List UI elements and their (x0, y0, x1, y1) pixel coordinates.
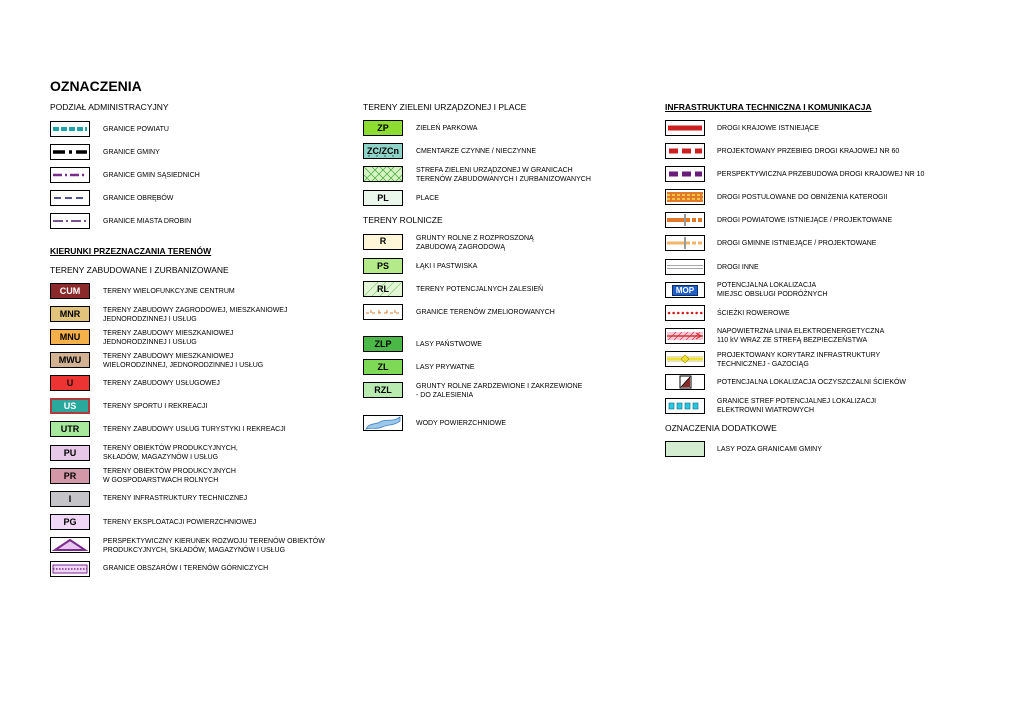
legend-label: GRANICE STREF POTENCJALNEJ LOKALIZACJI ELEKTROWNI WIATROWYCH (717, 398, 877, 414)
projected-national-road-swatch (665, 143, 705, 159)
pr-swatch: PR (50, 468, 90, 484)
green-zone-swatch (363, 166, 403, 182)
teal-dash-line-icon (51, 122, 89, 136)
r-swatch: R (363, 234, 403, 250)
mnu-swatch: MNU (50, 329, 90, 345)
legend-label: DROGI POSTULOWANE DO OBNIŻENIA KATEROGII (717, 194, 888, 201)
legend-label: TERENY ZABUDOWY MIESZKANIOWEJ JEDNORODZINNEJ I USŁUG (103, 330, 234, 346)
legend-label: TERENY ZABUDOWY USŁUGOWEJ (103, 380, 220, 387)
red-dotted-line-icon (666, 306, 704, 320)
sewage-plant-icon (666, 375, 704, 389)
legend-label: PROJEKTOWANY PRZEBIEG DROGI KRAJOWEJ NR 60 (717, 148, 900, 155)
obreb-boundary-swatch (50, 190, 90, 206)
legend-label: LASY PAŃSTWOWE (416, 341, 482, 348)
section-header-zielen: TERENY ZIELENI URZĄDZONEJ I PLACE (363, 102, 527, 112)
legend-label: TERENY WIELOFUNKCYJNE CENTRUM (103, 288, 235, 295)
rl-code: RL (377, 284, 389, 294)
pl-swatch: PL (363, 190, 403, 206)
legend-label: PERSPEKTYWICZNY KIERUNEK ROZWOJU TERENÓW OBIEKTÓW PRODUKCYJNYCH, SKŁADÓW, MAGAZYNÓW I USŁUG (103, 538, 325, 554)
legend-label: ZIELEŃ PARKOWA (416, 125, 478, 132)
purple-thick-dash-line-icon (666, 167, 704, 181)
legend-label: TERENY ZABUDOWY USŁUG TURYSTYKI I REKREACJI (103, 426, 286, 433)
pu-swatch: PU (50, 445, 90, 461)
downgraded-road-swatch (665, 189, 705, 205)
light-orange-road-line-icon (666, 236, 704, 250)
legend-label: TERENY INFRASTRUKTURY TECHNICZNEJ (103, 495, 248, 502)
section-header-infrastruktura: INFRASTRUKTURA TECHNICZNA I KOMUNIKACJA (665, 102, 872, 112)
page-title: OZNACZENIA (50, 78, 142, 94)
power-line-swatch (665, 328, 705, 344)
legend-label: GRUNTY ROLNE ZARDZEWIONE I ZAKRZEWIONE - DO ZALESIENIA (416, 383, 583, 399)
us-swatch: US (50, 398, 90, 414)
neighbour-gmina-boundary-swatch (50, 167, 90, 183)
cum-swatch: CUM (50, 283, 90, 299)
melioration-boundary-swatch (363, 304, 403, 320)
legend-label: STREFA ZIELENI URZĄDZONEJ W GRANICACH TERENÓW ZABUDOWANYCH I ZURBANIZOWANYCH (416, 167, 591, 183)
purple-dash-dot-line-icon (51, 168, 89, 182)
city-boundary-swatch (50, 213, 90, 229)
legend-label: LASY PRYWATNE (416, 364, 475, 371)
section-header-dodatkowe: OZNACZENIA DODATKOWE (665, 423, 777, 433)
green-crosshatch-icon (364, 167, 402, 181)
wind-farm-boundary-swatch (665, 398, 705, 414)
purple-triangle-icon (51, 538, 89, 552)
ps-swatch: PS (363, 258, 403, 274)
legend-label: GRANICE OBRĘBÓW (103, 195, 174, 202)
legend-label: CMENTARZE CZYNNE / NIECZYNNE (416, 148, 537, 155)
zp-swatch: ZP (363, 120, 403, 136)
red-yellow-double-line-icon (666, 190, 704, 204)
sewage-plant-swatch (665, 374, 705, 390)
legend-label: DROGI GMINNE ISTNIEJĄCE / PROJEKTOWANE (717, 240, 877, 247)
legend-label: NAPOWIETRZNA LINIA ELEKTROENERGETYCZNA 110 kV WRAZ ZE STREFĄ BEZPIECZEŃSTWA (717, 328, 885, 344)
pg-swatch: PG (50, 514, 90, 530)
bike-path-swatch (665, 305, 705, 321)
section-header-admin: PODZIAŁ ADMINISTRACYJNY (50, 102, 169, 112)
section-header-kierunki: KIERUNKI PRZEZNACZANIA TERENÓW (50, 246, 212, 256)
mop-badge: MOP (672, 285, 698, 296)
development-direction-swatch (50, 537, 90, 553)
legend-label: LASY POZA GRANICAMI GMINY (717, 446, 822, 453)
gas-corridor-swatch (665, 351, 705, 367)
i-swatch: I (50, 491, 90, 507)
orange-road-line-icon (666, 213, 704, 227)
legend-label: DROGI KRAJOWE ISTNIEJĄCE (717, 125, 819, 132)
legend-label: GRANICE TERENÓW ZMELIOROWANYCH (416, 309, 555, 316)
section-header-zabudowane: TERENY ZABUDOWANE I ZURBANIZOWANE (50, 265, 229, 275)
other-road-swatch (665, 259, 705, 275)
forest-outside-swatch (665, 441, 705, 457)
legend-label: GRANICE MIASTA DROBIN (103, 218, 192, 225)
mnr-swatch: MNR (50, 306, 90, 322)
cyan-square-chain-icon (666, 399, 704, 413)
red-dash-line-icon (666, 144, 704, 158)
municipal-road-swatch (665, 235, 705, 251)
rl-swatch (363, 281, 403, 297)
legend-label: POTENCJALNA LOKALIZACJA OCZYSZCZALNI ŚCIEKÓW (717, 379, 907, 386)
black-dash-dot-line-icon (51, 145, 89, 159)
mining-boundary-swatch (50, 561, 90, 577)
legend-label: GRANICE GMINY (103, 149, 160, 156)
navy-dash-line-icon (51, 191, 89, 205)
section-header-rolnicze: TERENY ROLNICZE (363, 215, 443, 225)
legend-label: DROGI INNE (717, 264, 759, 271)
legend-label: GRANICE GMIN SĄSIEDNICH (103, 172, 200, 179)
legend-label: DROGI POWIATOWE ISTNIEJĄCE / PROJEKTOWANE (717, 217, 893, 224)
district-road-swatch (665, 212, 705, 228)
purple-dotted-boundary-icon (51, 562, 89, 576)
red-thick-line-icon (666, 121, 704, 135)
legend-label: PERSPEKTYWICZNA PRZEBUDOWA DROGI KRAJOWEJ NR 10 (717, 171, 925, 178)
utr-swatch: UTR (50, 421, 90, 437)
powiat-boundary-swatch (50, 121, 90, 137)
u-swatch: U (50, 375, 90, 391)
legend-label: TERENY EKSPLOATACJI POWIERZCHNIOWEJ (103, 519, 257, 526)
legend-label: TERENY ZABUDOWY MIESZKANIOWEJ WIELORODZINNEJ, JEDNORODZINNEJ I USŁUG (103, 353, 264, 369)
zc-code: ZC/ZCn (367, 146, 399, 156)
legend-label: GRUNTY ROLNE Z ROZPROSZONĄ ZABUDOWĄ ZAGRODOWĄ (416, 235, 534, 251)
red-hatched-power-line-icon (666, 329, 704, 343)
legend-label: ŁĄKI I PASTWISKA (416, 263, 478, 270)
legend-label: TERENY OBIEKTÓW PRODUKCYJNYCH, SKŁADÓW, MAGAZYNÓW I USŁUG (103, 445, 238, 461)
purple-thin-dash-line-icon (51, 214, 89, 228)
surface-water-swatch (363, 415, 403, 431)
zl-swatch: ZL (363, 359, 403, 375)
legend-label: ŚCIEŻKI ROWEROWE (717, 310, 790, 317)
legend-label: GRANICE POWIATU (103, 126, 169, 133)
legend-label: POTENCJALNA LOKALIZACJA MIEJSC OBSŁUGI PODRÓŻNYCH (717, 282, 828, 298)
yellow-gas-line-icon (666, 352, 704, 366)
mwu-swatch: MWU (50, 352, 90, 368)
gmina-boundary-swatch (50, 144, 90, 160)
zlp-swatch: ZLP (363, 336, 403, 352)
legend-label: TERENY OBIEKTÓW PRODUKCYJNYCH W GOSPODARSTWACH ROLNYCH (103, 468, 236, 484)
legend-label: PROJEKTOWANY KORYTARZ INFRASTRUKTURY TECHNICZNEJ - GAZOCIĄG (717, 352, 881, 368)
legend-label: WODY POWIERZCHNIOWE (416, 420, 507, 427)
legend-label: GRANICE OBSZARÓW I TERENÓW GÓRNICZYCH (103, 565, 269, 572)
rzl-swatch: RZL (363, 382, 403, 398)
national-road-swatch (665, 120, 705, 136)
grey-double-line-icon (666, 260, 704, 274)
legend-label: TERENY SPORTU I REKREACJI (103, 403, 208, 410)
legend-label: TERENY POTENCJALNYCH ZALESIEŃ (416, 286, 544, 293)
water-shape-icon (364, 416, 402, 430)
perspective-road-swatch (665, 166, 705, 182)
legend-label: PLACE (416, 195, 439, 202)
orange-tick-line-icon (364, 305, 402, 319)
legend-label: TERENY ZABUDOWY ZAGRODOWEJ, MIESZKANIOWEJ JEDNORODZINNEJ I USŁUG (103, 307, 288, 323)
mop-swatch (665, 282, 705, 298)
zc-swatch (363, 143, 403, 159)
